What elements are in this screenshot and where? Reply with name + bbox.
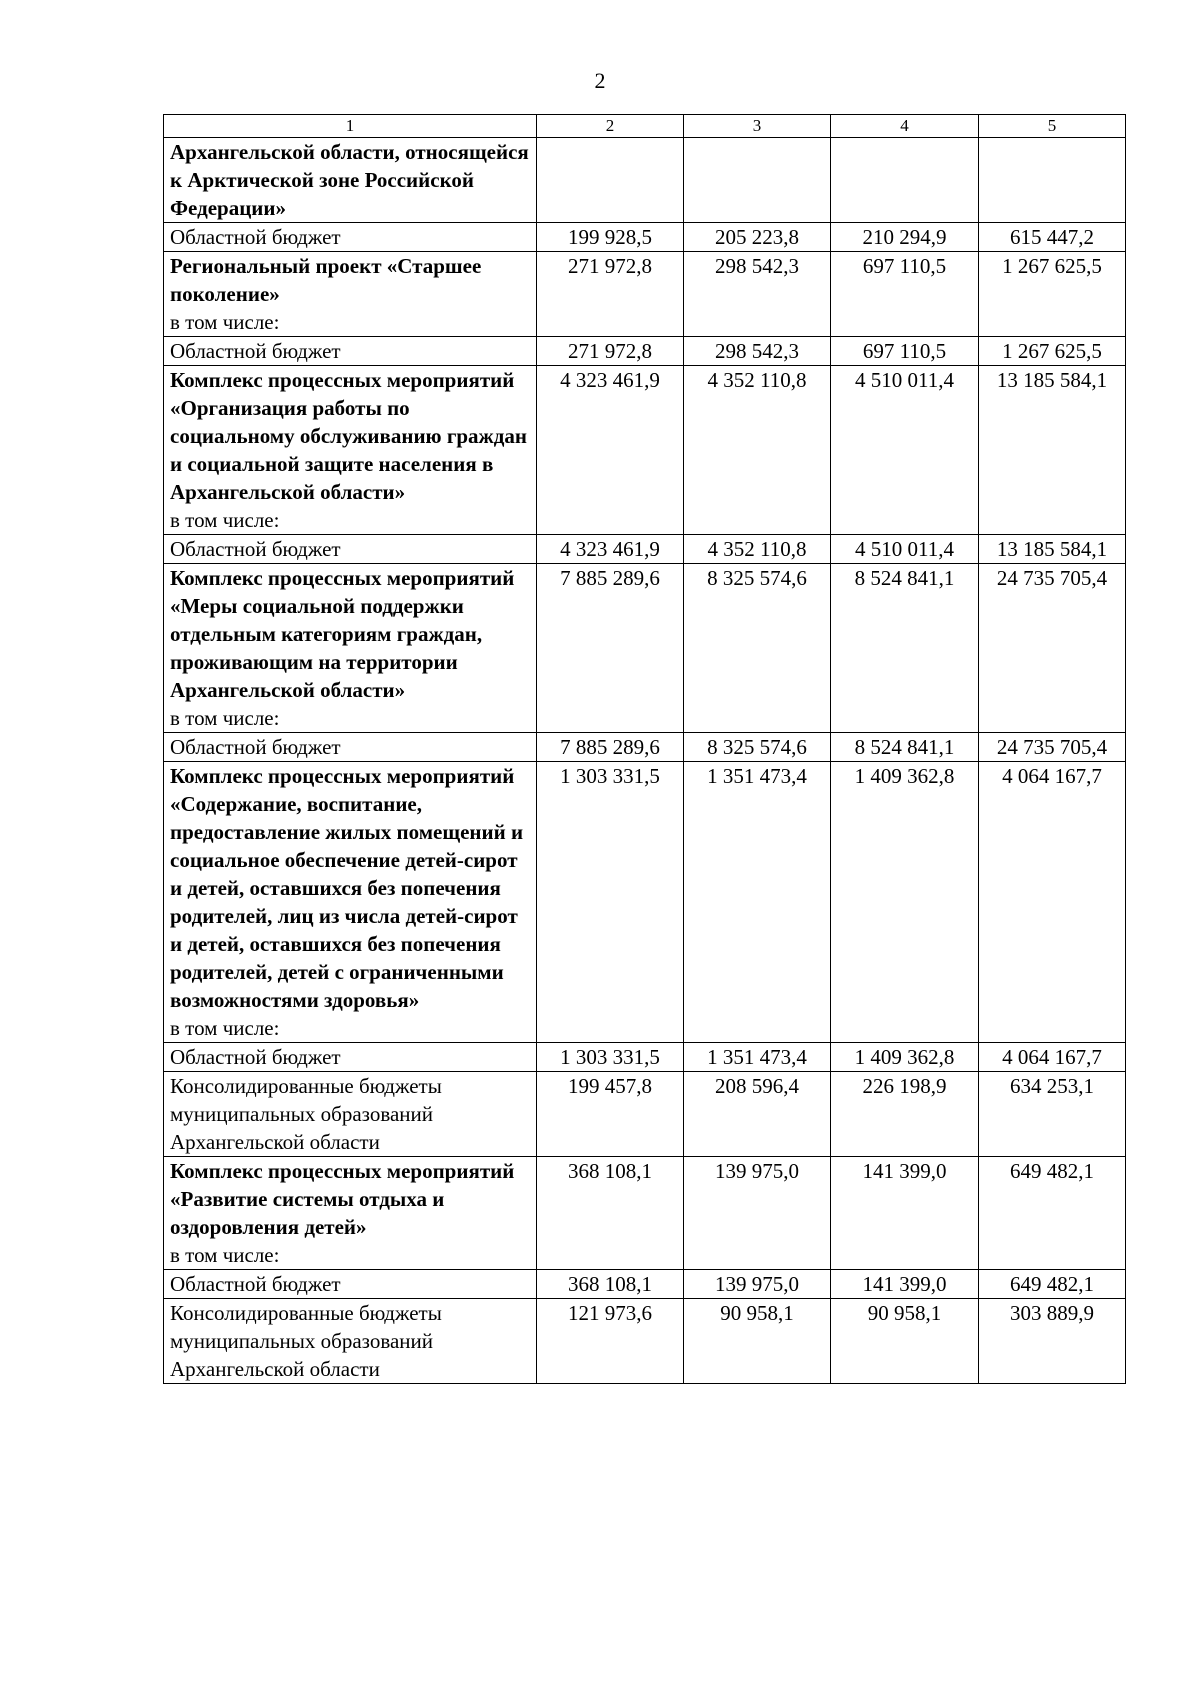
budget-table [163, 114, 1126, 1384]
page-number: 2 [594, 68, 606, 93]
value-cell-col-5: 634 253,1 [979, 1072, 1126, 1157]
value-cell-col-3: 1 351 473,4 [684, 762, 831, 1043]
row-label: Областной бюджет [170, 1272, 341, 1296]
value-cell-col-4: 697 110,5 [831, 337, 979, 366]
table-body [164, 138, 1126, 1384]
value-cell-col-4: 226 198,9 [831, 1072, 979, 1157]
column-header-2: 2 [537, 115, 684, 138]
value-cell-col-3: 4 352 110,8 [684, 535, 831, 564]
value-cell-col-4: 210 294,9 [831, 223, 979, 252]
row-label: Областной бюджет [170, 339, 341, 363]
value-cell-col-2 [537, 138, 684, 223]
section-title: Архангельской области, относящейся к Арктической зоне Российской Федерации» [170, 140, 529, 220]
row-label-cell [164, 337, 537, 366]
table-row [164, 138, 1126, 223]
table-row [164, 337, 1126, 366]
value-cell-col-3 [684, 138, 831, 223]
table-row [164, 564, 1126, 733]
value-cell-col-3: 205 223,8 [684, 223, 831, 252]
value-cell-col-5: 649 482,1 [979, 1157, 1126, 1270]
row-label-cell [164, 1043, 537, 1072]
value-cell-col-4: 141 399,0 [831, 1157, 979, 1270]
value-cell-col-5: 24 735 705,4 [979, 733, 1126, 762]
row-label: Областной бюджет [170, 225, 341, 249]
value-cell-col-5: 1 267 625,5 [979, 337, 1126, 366]
section-title: Комплекс процессных мероприятий «Содержание, воспитание, предоставление жилых помещений и социальное обеспечение детей-сирот и детей, оставшихся без попечения родителей, лиц из числа детей-сирот и детей, оставшихся без попечения родителей, детей с ограниченными возможностями здоровья» [170, 764, 524, 1012]
value-cell-col-2: 4 323 461,9 [537, 366, 684, 535]
value-cell-col-3: 139 975,0 [684, 1270, 831, 1299]
row-label-cell [164, 1270, 537, 1299]
column-header-3: 3 [684, 115, 831, 138]
table-row [164, 223, 1126, 252]
row-note: в том числе: [170, 508, 280, 532]
row-label-cell [164, 1299, 537, 1384]
value-cell-col-4: 4 510 011,4 [831, 366, 979, 535]
column-header-4: 4 [831, 115, 979, 138]
table-row [164, 1270, 1126, 1299]
column-header-1: 1 [164, 115, 537, 138]
table-row [164, 252, 1126, 337]
value-cell-col-4: 8 524 841,1 [831, 564, 979, 733]
row-label: Консолидированные бюджеты муниципальных образований Архангельской области [170, 1074, 442, 1154]
table-row [164, 1157, 1126, 1270]
row-label-cell [164, 138, 537, 223]
row-note: в том числе: [170, 706, 280, 730]
table-header [164, 115, 1126, 138]
value-cell-col-4 [831, 138, 979, 223]
value-cell-col-4: 1 409 362,8 [831, 1043, 979, 1072]
value-cell-col-3: 298 542,3 [684, 337, 831, 366]
row-label: Областной бюджет [170, 735, 341, 759]
row-note: в том числе: [170, 310, 280, 334]
value-cell-col-4: 1 409 362,8 [831, 762, 979, 1043]
value-cell-col-3: 8 325 574,6 [684, 733, 831, 762]
section-title: Комплекс процессных мероприятий «Развитие системы отдыха и оздоровления детей» [170, 1159, 515, 1239]
value-cell-col-2: 1 303 331,5 [537, 762, 684, 1043]
row-note: в том числе: [170, 1243, 280, 1267]
table-row [164, 762, 1126, 1043]
value-cell-col-5: 303 889,9 [979, 1299, 1126, 1384]
value-cell-col-2: 199 457,8 [537, 1072, 684, 1157]
row-label-cell [164, 535, 537, 564]
table-row [164, 1299, 1126, 1384]
value-cell-col-5: 13 185 584,1 [979, 535, 1126, 564]
row-label: Областной бюджет [170, 537, 341, 561]
value-cell-col-2: 1 303 331,5 [537, 1043, 684, 1072]
value-cell-col-3: 8 325 574,6 [684, 564, 831, 733]
value-cell-col-4: 8 524 841,1 [831, 733, 979, 762]
value-cell-col-2: 121 973,6 [537, 1299, 684, 1384]
value-cell-col-2: 199 928,5 [537, 223, 684, 252]
table-row [164, 733, 1126, 762]
table-row [164, 1043, 1126, 1072]
column-header-5: 5 [979, 115, 1126, 138]
table-row [164, 366, 1126, 535]
row-label-cell [164, 366, 537, 535]
row-label-cell [164, 733, 537, 762]
row-label: Областной бюджет [170, 1045, 341, 1069]
value-cell-col-4: 141 399,0 [831, 1270, 979, 1299]
section-title: Комплекс процессных мероприятий «Меры социальной поддержки отдельным категориям граждан, проживающим на территории Архангельской области» [170, 566, 515, 702]
value-cell-col-3: 208 596,4 [684, 1072, 831, 1157]
value-cell-col-2: 271 972,8 [537, 252, 684, 337]
row-label-cell [164, 1157, 537, 1270]
value-cell-col-2: 7 885 289,6 [537, 733, 684, 762]
row-label-cell [164, 1072, 537, 1157]
value-cell-col-5: 13 185 584,1 [979, 366, 1126, 535]
value-cell-col-4: 90 958,1 [831, 1299, 979, 1384]
table-row [164, 535, 1126, 564]
value-cell-col-3: 90 958,1 [684, 1299, 831, 1384]
value-cell-col-2: 4 323 461,9 [537, 535, 684, 564]
value-cell-col-2: 368 108,1 [537, 1157, 684, 1270]
row-label-cell [164, 252, 537, 337]
row-note: в том числе: [170, 1016, 280, 1040]
value-cell-col-2: 368 108,1 [537, 1270, 684, 1299]
value-cell-col-5: 24 735 705,4 [979, 564, 1126, 733]
table-row [164, 1072, 1126, 1157]
value-cell-col-2: 7 885 289,6 [537, 564, 684, 733]
value-cell-col-4: 697 110,5 [831, 252, 979, 337]
value-cell-col-5: 649 482,1 [979, 1270, 1126, 1299]
row-label-cell [164, 762, 537, 1043]
value-cell-col-3: 1 351 473,4 [684, 1043, 831, 1072]
value-cell-col-5: 615 447,2 [979, 223, 1126, 252]
value-cell-col-3: 4 352 110,8 [684, 366, 831, 535]
section-title: Комплекс процессных мероприятий «Организация работы по социальному обслуживанию граждан и социальной защите населения в Архангельской области» [170, 368, 527, 504]
value-cell-col-5: 4 064 167,7 [979, 762, 1126, 1043]
row-label: Консолидированные бюджеты муниципальных образований Архангельской области [170, 1301, 442, 1381]
value-cell-col-2: 271 972,8 [537, 337, 684, 366]
value-cell-col-3: 298 542,3 [684, 252, 831, 337]
row-label-cell [164, 223, 537, 252]
value-cell-col-4: 4 510 011,4 [831, 535, 979, 564]
value-cell-col-5: 4 064 167,7 [979, 1043, 1126, 1072]
value-cell-col-3: 139 975,0 [684, 1157, 831, 1270]
row-label-cell [164, 564, 537, 733]
value-cell-col-5: 1 267 625,5 [979, 252, 1126, 337]
header-row [164, 115, 1126, 138]
section-title: Региональный проект «Старшее поколение» [170, 254, 482, 306]
value-cell-col-5 [979, 138, 1126, 223]
